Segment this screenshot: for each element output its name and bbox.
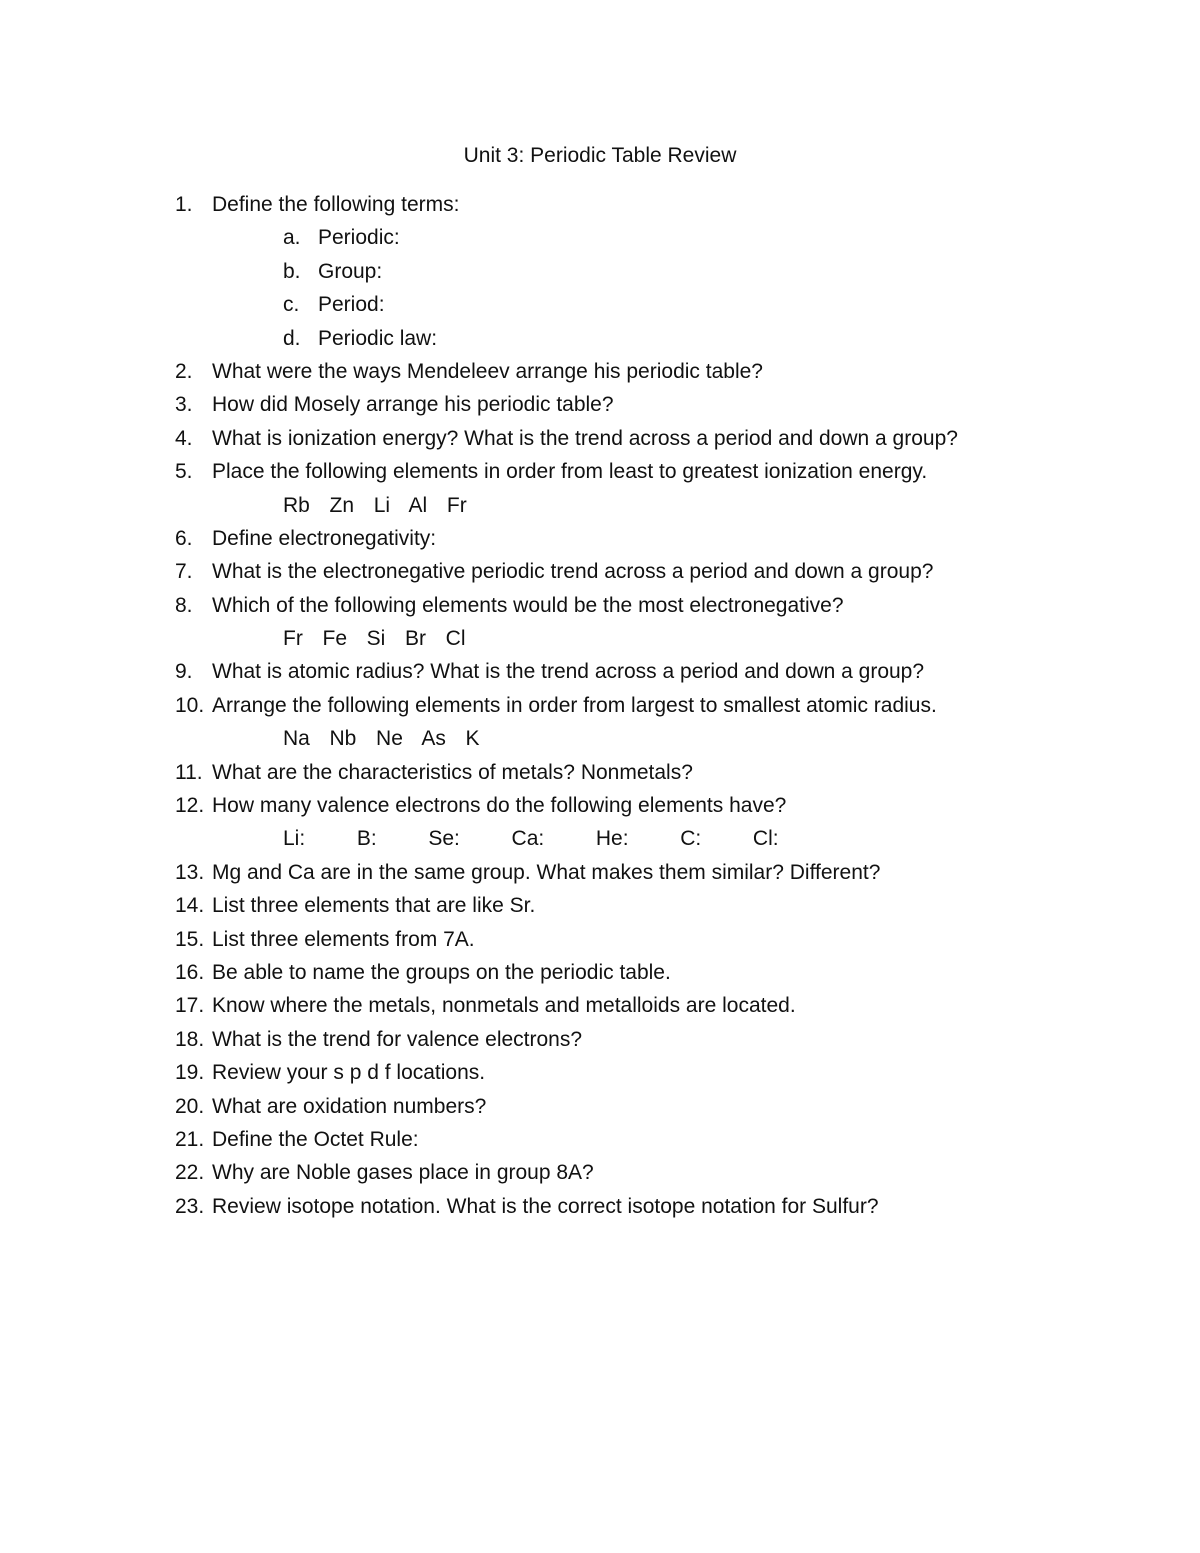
question-item xyxy=(175,558,1135,591)
question-number: 9. xyxy=(175,660,193,684)
question-item xyxy=(175,959,1135,992)
question-item xyxy=(175,1059,1135,1092)
question-item xyxy=(175,859,1135,892)
question-number: 23. xyxy=(175,1194,205,1218)
sub-item-letter: c. xyxy=(283,293,300,317)
question-item xyxy=(175,525,1135,558)
sub-item-letter: a. xyxy=(283,226,301,250)
question-number: 4. xyxy=(175,426,193,450)
element-list xyxy=(175,725,1135,758)
question-item xyxy=(175,1126,1135,1159)
question-number: 13. xyxy=(175,860,205,884)
question-text: List three elements from 7A. xyxy=(212,927,475,951)
sub-item-letter: d. xyxy=(283,326,301,350)
question-text: What is the trend for valence electrons? xyxy=(212,1027,583,1051)
sub-item-text: Periodic law: xyxy=(318,326,438,350)
question-text: What are oxidation numbers? xyxy=(212,1094,487,1118)
question-text: What is atomic radius? What is the trend across a period and down a group? xyxy=(212,660,925,684)
question-text: Why are Noble gases place in group 8A? xyxy=(212,1161,594,1185)
question-text: Arrange the following elements in order from largest to smallest atomic radius. xyxy=(212,693,937,717)
question-item xyxy=(175,458,1135,491)
question-number: 12. xyxy=(175,794,205,818)
question-text: Know where the metals, nonmetals and metalloids are located. xyxy=(212,994,796,1018)
question-item xyxy=(175,892,1135,925)
question-text: Review isotope notation. What is the correct isotope notation for Sulfur? xyxy=(212,1194,879,1218)
question-text: Review your s p d f locations. xyxy=(212,1061,486,1085)
question-number: 11. xyxy=(175,760,203,784)
question-item xyxy=(175,992,1135,1025)
question-text: How did Mosely arrange his periodic table? xyxy=(212,393,614,417)
question-text: Place the following elements in order from least to greatest ionization energy. xyxy=(212,460,928,484)
question-item xyxy=(175,1193,1135,1226)
question-number: 1. xyxy=(175,193,193,216)
sub-item-letter: b. xyxy=(283,259,301,283)
sub-item xyxy=(175,224,1135,257)
sub-item xyxy=(175,258,1135,291)
question-number: 3. xyxy=(175,393,193,417)
sub-item-text: Group: xyxy=(318,259,383,283)
question-item xyxy=(175,391,1135,424)
question-number: 22. xyxy=(175,1161,205,1185)
sub-item-text: Periodic: xyxy=(318,226,400,250)
question-number: 2. xyxy=(175,359,193,383)
element-list xyxy=(175,825,1135,858)
question-number: 19. xyxy=(175,1061,205,1085)
sub-item xyxy=(175,325,1135,358)
question-text: What is ionization energy? What is the trend across a period and down a group? xyxy=(212,426,958,450)
question-item xyxy=(175,358,1135,391)
question-text: What were the ways Mendeleev arrange his periodic table? xyxy=(212,359,763,383)
question-number: 14. xyxy=(175,894,205,918)
question-item xyxy=(175,592,1135,625)
question-number: 16. xyxy=(175,960,205,984)
element-symbols: Fr Fe Si Br Cl xyxy=(283,627,466,651)
question-number: 21. xyxy=(175,1127,205,1151)
question-number: 18. xyxy=(175,1027,205,1051)
question-number: 8. xyxy=(175,593,193,617)
question-number: 15. xyxy=(175,927,205,951)
question-item xyxy=(175,926,1135,959)
element-symbols: Li: B: Se: Ca: He: C: Cl: xyxy=(283,827,779,851)
element-symbols: Na Nb Ne As K xyxy=(283,727,480,751)
question-item xyxy=(175,425,1135,458)
question-item xyxy=(175,1159,1135,1192)
question-list xyxy=(175,191,1135,1226)
page-title: Unit 3: Periodic Table Review xyxy=(463,144,737,167)
question-number: 7. xyxy=(175,560,193,584)
question-item xyxy=(175,1026,1135,1059)
element-list xyxy=(175,492,1135,525)
question-text: How many valence electrons do the following elements have? xyxy=(212,794,787,818)
question-text: Define electronegativity: xyxy=(212,526,437,550)
question-text: Define the following terms: xyxy=(212,193,460,216)
question-item xyxy=(175,191,1135,224)
element-list xyxy=(175,625,1135,658)
question-text: Be able to name the groups on the periodic table. xyxy=(212,960,671,984)
question-number: 17. xyxy=(175,994,205,1018)
question-text: Define the Octet Rule: xyxy=(212,1127,419,1151)
question-text: What are the characteristics of metals? Nonmetals? xyxy=(212,760,693,784)
question-number: 5. xyxy=(175,460,193,484)
question-item xyxy=(175,658,1135,691)
sub-item xyxy=(175,291,1135,324)
element-symbols: Rb Zn Li Al Fr xyxy=(283,493,467,517)
question-number: 20. xyxy=(175,1094,205,1118)
question-text: Which of the following elements would be the most electronegative? xyxy=(212,593,844,617)
question-item xyxy=(175,1093,1135,1126)
question-text: List three elements that are like Sr. xyxy=(212,894,536,918)
question-number: 6. xyxy=(175,526,193,550)
question-number: 10. xyxy=(175,693,205,717)
question-text: Mg and Ca are in the same group. What makes them similar? Different? xyxy=(212,860,881,884)
question-item xyxy=(175,692,1135,725)
question-item xyxy=(175,792,1135,825)
sub-item-text: Period: xyxy=(318,293,385,317)
question-item xyxy=(175,759,1135,792)
question-text: What is the electronegative periodic trend across a period and down a group? xyxy=(212,560,934,584)
